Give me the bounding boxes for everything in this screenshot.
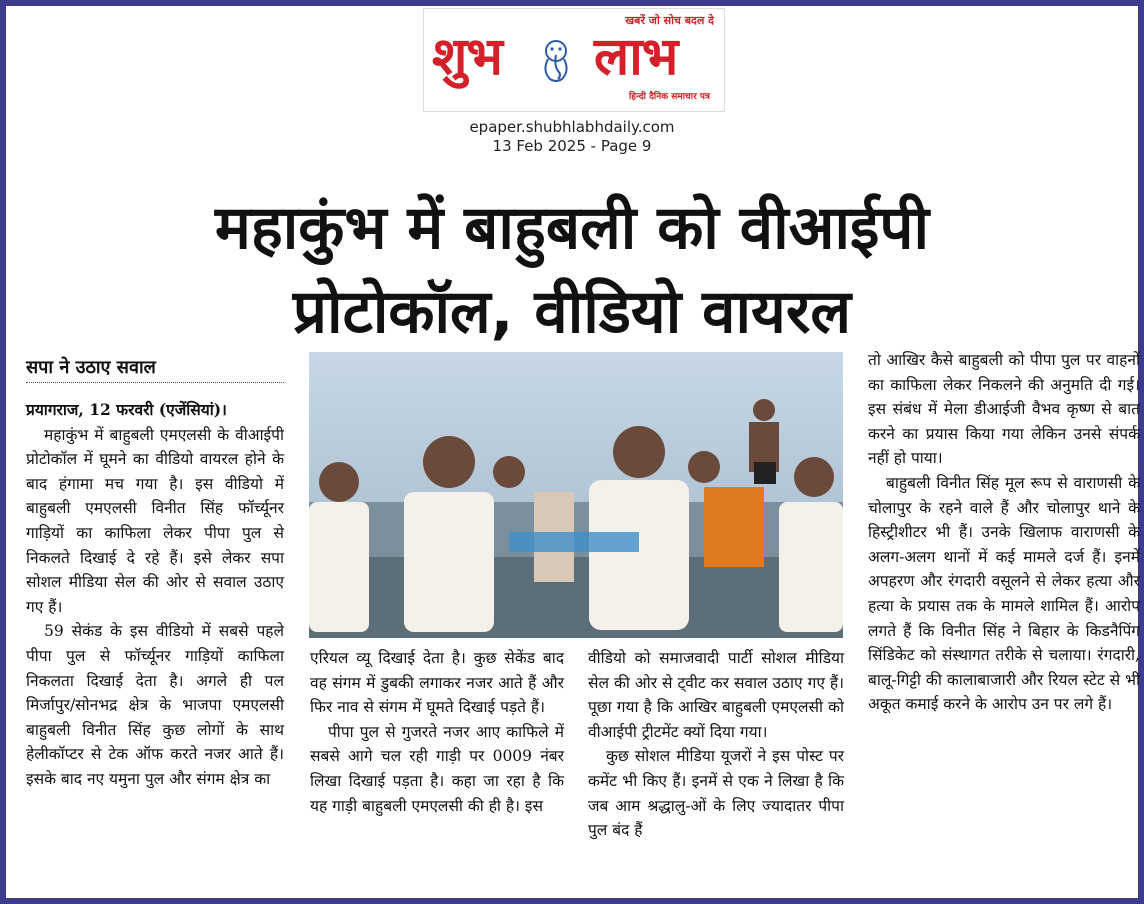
epaper-url: epaper.shubhlabhdaily.com (469, 118, 675, 136)
article-column-4 (868, 348, 1140, 717)
logo-word-left: शुभ (432, 26, 502, 87)
paragraph: तो आखिर कैसे बाहुबली को पीपा पुल पर वाहनों का काफिला लेकर निकलने की अनुमति दी गई। इस संबंध में मेला डीआईजी वैभव कृष्ण से बात करने का प्रयास किया गया लेकिन उनसे संपर्क नहीं हो पाया। (868, 351, 1140, 468)
headline-line-1: महाकुंभ में बाहुबली को वीआईपी (214, 193, 930, 263)
news-photo (309, 352, 843, 638)
paragraph: एरियल व्यू दिखाई देता है। कुछ सेकेंड बाद वह संगम में डुबकी लगाकर नजर आते हैं और फिर नाव से संगम में घूमते दिखाई पड़ते हैं। (310, 649, 564, 717)
paragraph: महाकुंभ में बाहुबली एमएलसी के वीआईपी प्रोटोकॉल में घूमने का वीडियो वायरल होने के बाद हंगामा मच गया है। इस वीडियो में बाहुबली एमएलसी विनीत सिंह फॉर्च्यूनर गाड़ियों का काफिला लेकर पीपा पुल से निकलते दिखाई दे रहे हैं। इसे लेकर सपा सोशल मीडिया सेल की ओर से सवाल उठाए गए हैं। (26, 425, 284, 616)
paragraph: कुछ सोशल मीडिया यूजरों ने इस पोस्ट पर कमेंट भी किए हैं। इनमें से एक ने लिखा है कि जब आम श्रद्धालु-ओं के लिए ज्यादातर पीपा पुल बंद हैं (588, 747, 844, 840)
article-column-2 (310, 646, 564, 818)
subheading: सपा ने उठाए सवाल (26, 355, 284, 383)
masthead-tagline: खबरें जो सोच बदल दे (625, 14, 714, 27)
ganesha-emblem-icon (536, 37, 576, 85)
paragraph: 59 सेकंड के इस वीडियो में सबसे पहले पीपा पुल से फॉर्च्यूनर गाड़ियों काफिला निकलता दिखाई देता है। अगले ही पल मिर्जापुर/सोनभद्र क्षेत्र के भाजपा एमएलसी बाहुबली विनीत सिंह कुछ लोगों के साथ हेलीकॉप्टर से टेक ऑफ करते नजर आते हैं। इसके बाद नए यमुना पुल और संगम क्षेत्र का (26, 622, 284, 788)
paragraph: वीडियो को समाजवादी पार्टी सोशल मीडिया सेल की ओर से ट्वीट कर सवाल उठाए गए हैं। पूछा गया है कि आखिर बाहुबली एमएलसी को वीआईपी ट्रीटमेंट क्यों दिया गया। (588, 649, 844, 741)
paragraph: पीपा पुल से गुजरते नजर आए काफिले में सबसे आगे चल रही गाड़ी पर 0009 नंबर लिखा दिखाई पड़ता है। कहा जा रहा है कि यह गाड़ी बाहुबली एमएलसी की ही है। इस (310, 722, 564, 815)
paragraph: बाहुबली विनीत सिंह मूल रूप से वाराणसी के चोलापुर के रहने वाले हैं और चोलापुर थाने के हिस्ट्रीशीटर भी हैं। उनके खिलाफ वाराणसी के अलग-अलग थानों में कई मामले दर्ज हैं। इनमें अपहरण और रंगदारी वसूलने से लेकर हत्या और हत्या के प्रयास तक के मामले शामिल हैं। आरोप लगते हैं कि विनीत सिंह ने बिहार के किडनैपिंग सिंडिकेट को संस्थागत तरीके से चलाया। रंगदारी, बालू-गिट्टी की कालाबाजारी और रियल स्टेट से भी अकूत कमाई करने के आरोप उन पर लगे हैं। (868, 473, 1140, 714)
masthead (423, 8, 725, 112)
edition-date-page: 13 Feb 2025 - Page 9 (492, 137, 652, 155)
headline-line-2: प्रोटोकॉल, वीडियो वायरल (292, 277, 852, 347)
logo-word-right: लाभ (594, 26, 678, 87)
article-column-1 (26, 398, 284, 792)
masthead-subtitle: हिन्दी दैनिक समाचार पत्र (628, 92, 710, 102)
article-column-3 (588, 646, 844, 843)
dateline: प्रयागराज, 12 फरवरी (एजेंसियां)। (26, 400, 227, 419)
